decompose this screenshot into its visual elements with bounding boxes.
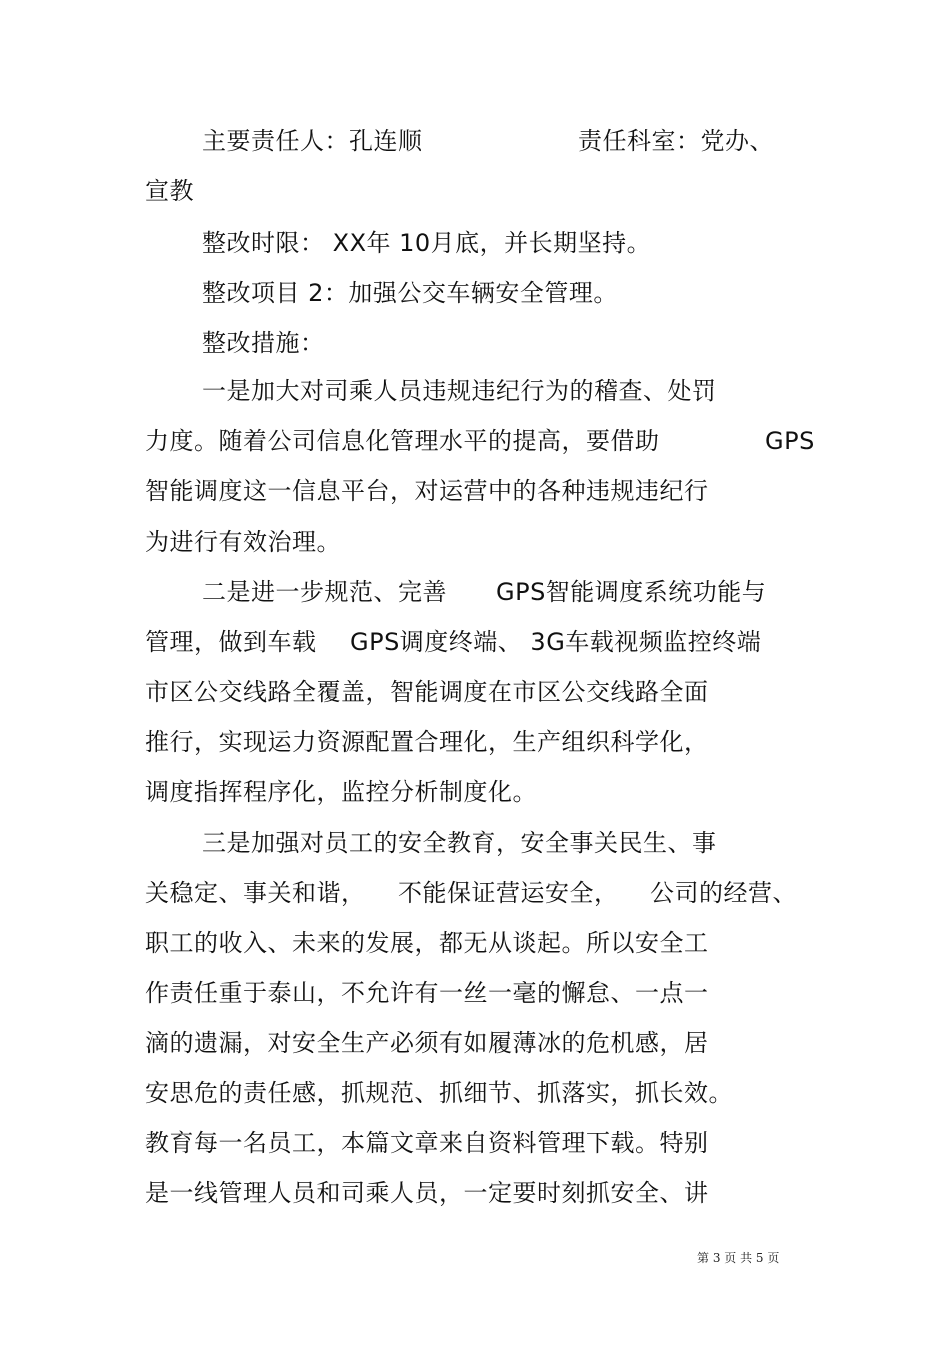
text-line: GPS bbox=[765, 427, 815, 455]
text-line: 安思危的责任感，抓规范、抓细节、抓落实，抓长效。 bbox=[145, 1079, 733, 1107]
text-line: 整改项目 2：加强公交车辆安全管理。 bbox=[202, 279, 618, 307]
text-line: 整改时限： XX年 10月底，并长期坚持。 bbox=[202, 229, 652, 257]
text-line: 管理，做到车载 bbox=[145, 628, 317, 656]
text-line: 力度。随着公司信息化管理水平的提高，要借助 bbox=[145, 427, 660, 455]
text-line: GPS调度终端、 3G车载视频监控终端 bbox=[350, 628, 762, 656]
text-line: 不能保证营运安全， bbox=[398, 879, 619, 907]
text-line: GPS智能调度系统功能与 bbox=[496, 578, 767, 606]
text-line: 调度指挥程序化，监控分析制度化。 bbox=[145, 778, 537, 806]
text-line: 责任科室：党办、 bbox=[578, 127, 774, 155]
text-line: 教育每一名员工，本篇文章来自资料管理下载。特别 bbox=[145, 1129, 709, 1157]
page-number: 第 3 页 共 5 页 bbox=[697, 1251, 780, 1265]
text-line: 主要责任人：孔连顺 bbox=[202, 127, 423, 155]
text-line: 三是加强对员工的安全教育，安全事关民生、事 bbox=[202, 829, 717, 857]
text-line: 整改措施： bbox=[202, 329, 325, 357]
text-line: 是一线管理人员和司乘人员，一定要时刻抓安全、讲 bbox=[145, 1179, 709, 1207]
text-line: 关稳定、事关和谐， bbox=[145, 879, 366, 907]
text-line: 智能调度这一信息平台，对运营中的各种违规违纪行 bbox=[145, 477, 709, 505]
text-line: 一是加大对司乘人员违规违纪行为的稽查、处罚 bbox=[202, 377, 717, 405]
text-line: 市区公交线路全覆盖，智能调度在市区公交线路全面 bbox=[145, 678, 709, 706]
text-line: 作责任重于泰山，不允许有一丝一毫的懈怠、一点一 bbox=[145, 979, 709, 1007]
text-line: 二是进一步规范、完善 bbox=[202, 578, 447, 606]
text-line: 为进行有效治理。 bbox=[145, 528, 341, 556]
text-line: 滴的遗漏，对安全生产必须有如履薄冰的危机感，居 bbox=[145, 1029, 709, 1057]
text-line: 推行，实现运力资源配置合理化，生产组织科学化， bbox=[145, 728, 709, 756]
text-line: 宣教 bbox=[145, 177, 194, 205]
text-line: 公司的经营、 bbox=[650, 879, 797, 907]
text-line: 职工的收入、未来的发展，都无从谈起。所以安全工 bbox=[145, 929, 709, 957]
